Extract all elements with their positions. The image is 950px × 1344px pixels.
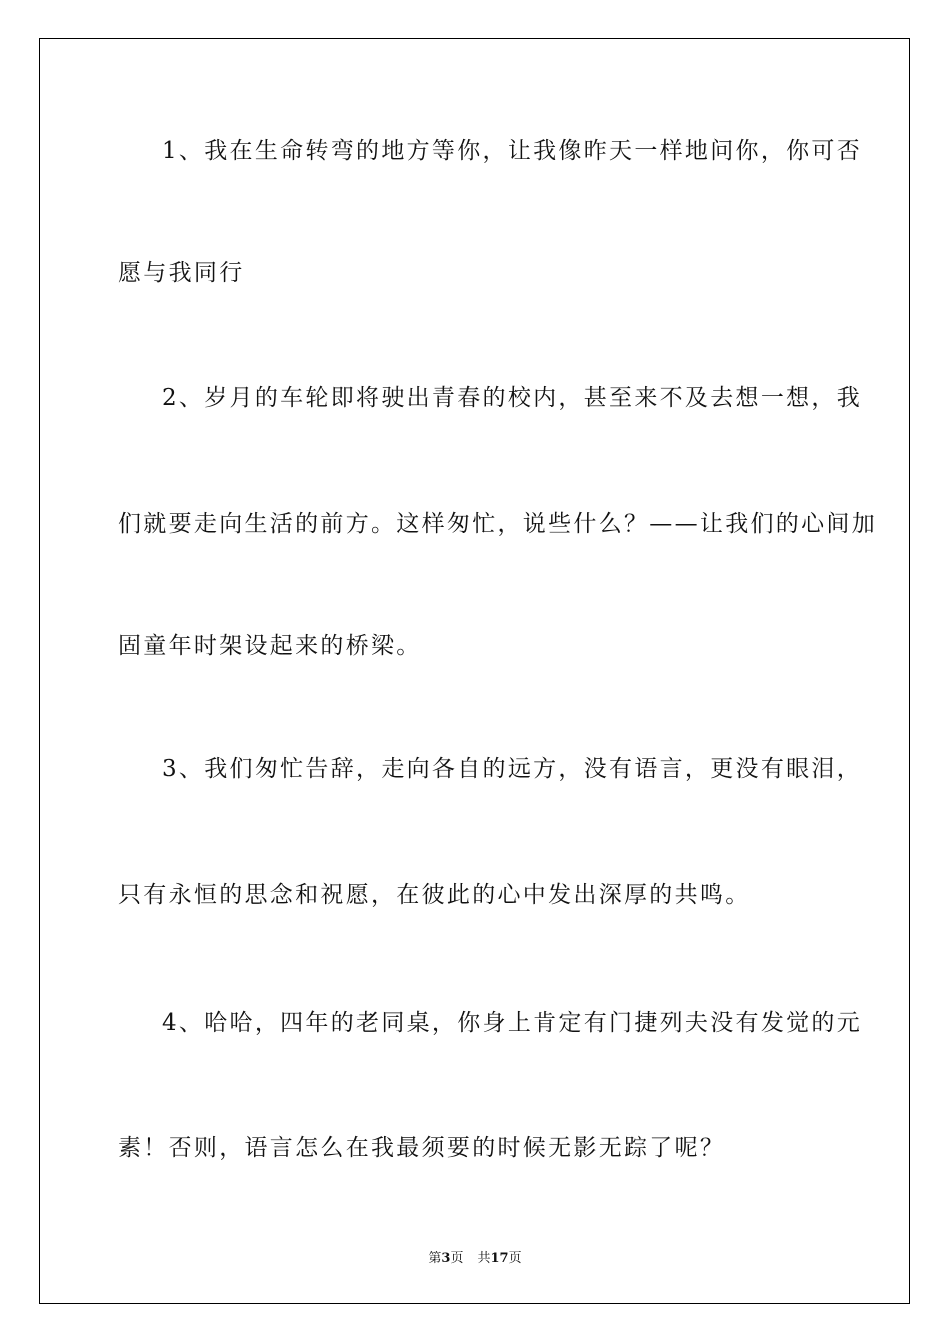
paragraph-1-line-2: 愿与我同行 bbox=[118, 260, 245, 286]
page-prefix: 第 bbox=[428, 1251, 442, 1266]
paragraph-4-line-2: 素！否则，语言怎么在我最须要的时候无影无踪了呢？ bbox=[118, 1135, 726, 1161]
paragraph-2-line-1: 2、岁月的车轮即将驶出青春的校内，甚至来不及去想一想，我 bbox=[162, 385, 863, 411]
paragraph-4-line-1: 4、哈哈，四年的老同桌，你身上肯定有门捷列夫没有发觉的元 bbox=[162, 1010, 863, 1036]
total-suffix: 页 bbox=[508, 1251, 522, 1266]
paragraph-3-line-2: 只有永恒的思念和祝愿，在彼此的心中发出深厚的共鸣。 bbox=[118, 882, 751, 908]
paragraph-1-line-1: 1、我在生命转弯的地方等你，让我像昨天一样地问你，你可否 bbox=[162, 138, 863, 164]
page-suffix: 页 bbox=[450, 1251, 464, 1266]
paragraph-2-line-2: 们就要走向生活的前方。这样匆忙，说些什么？——让我们的心间加 bbox=[118, 511, 877, 537]
page-number: 3 bbox=[441, 1251, 451, 1266]
paragraph-2-line-3: 固童年时架设起来的桥梁。 bbox=[118, 633, 422, 659]
page-border bbox=[39, 38, 910, 1304]
page-footer bbox=[0, 1247, 950, 1266]
total-prefix: 共 bbox=[477, 1251, 491, 1266]
paragraph-3-line-1: 3、我们匆忙告辞，走向各自的远方，没有语言，更没有眼泪， bbox=[162, 756, 863, 782]
total-pages: 17 bbox=[490, 1251, 509, 1266]
